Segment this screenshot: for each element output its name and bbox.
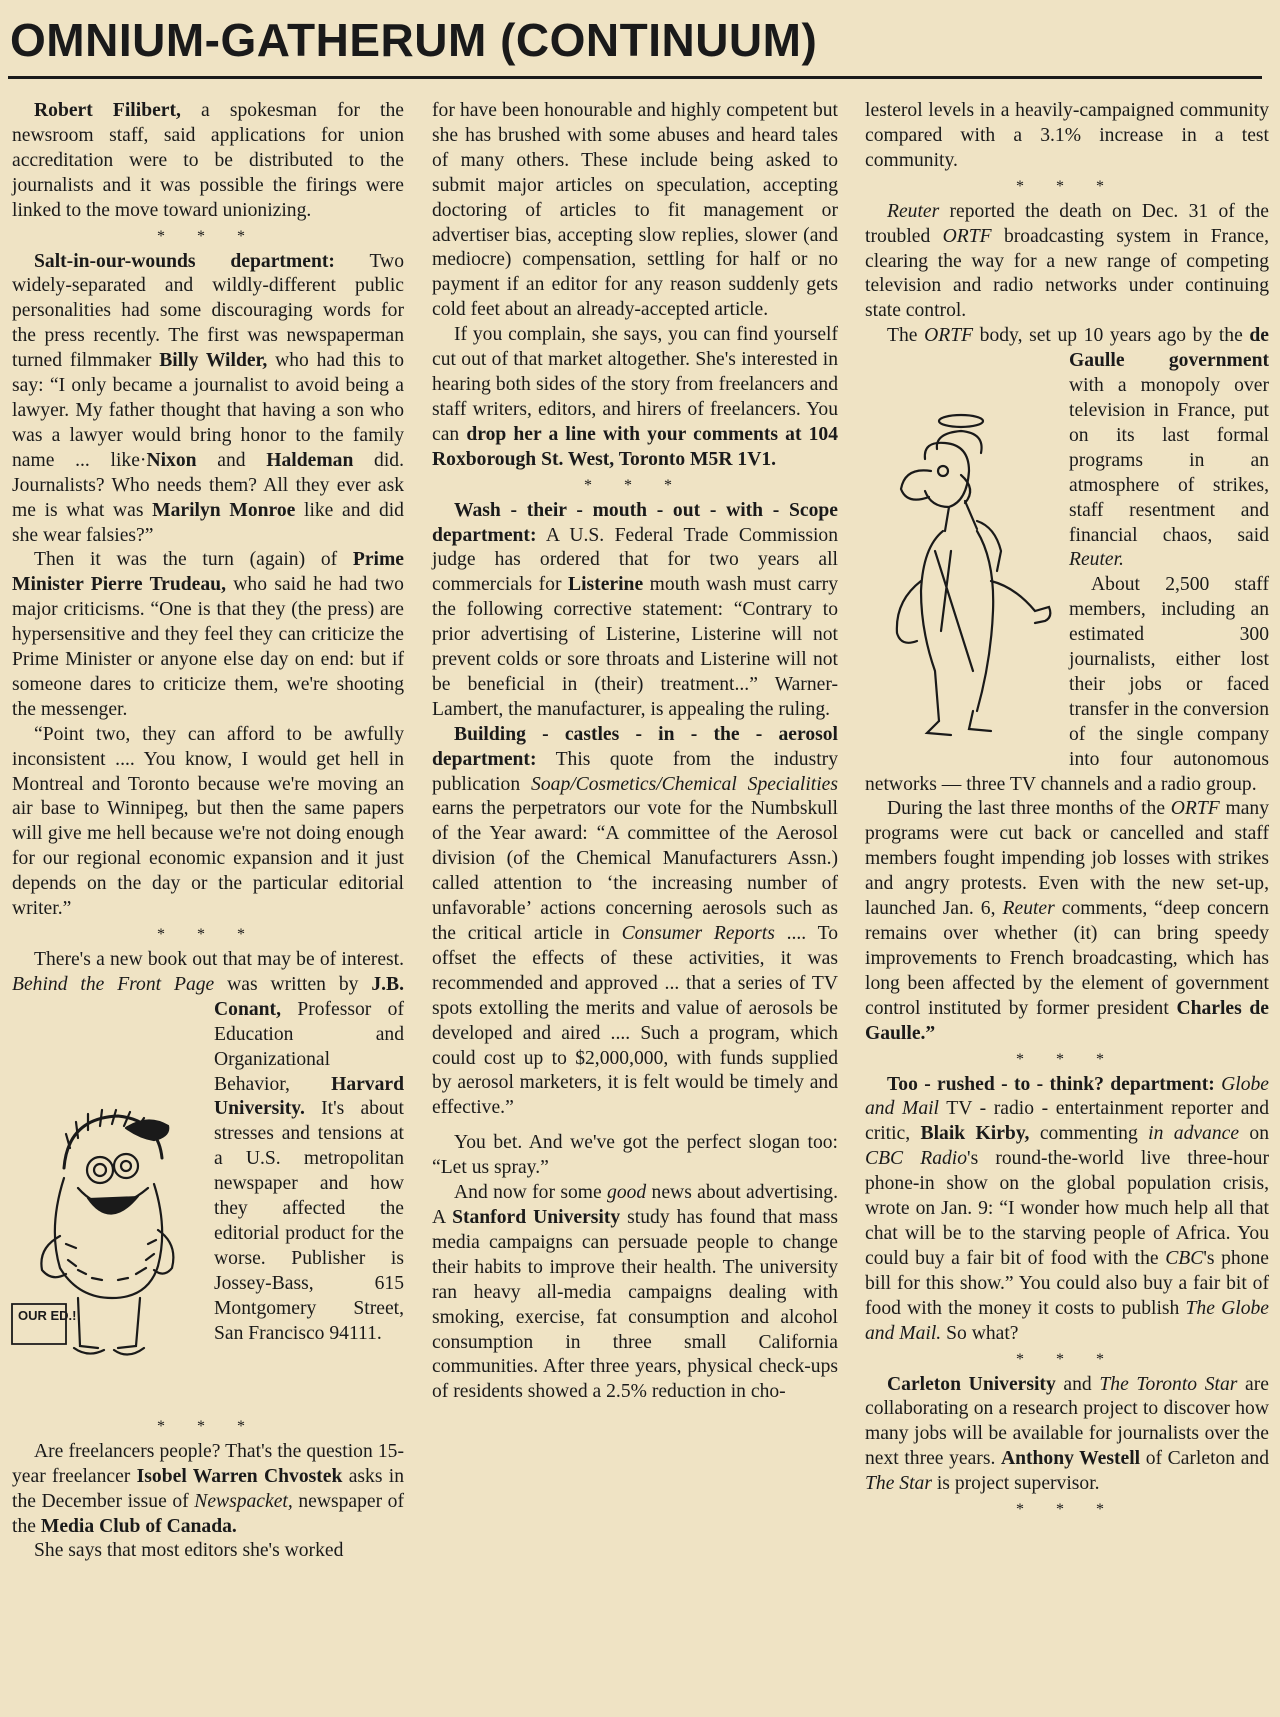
text-run: During the last three months of the xyxy=(887,798,1171,820)
text-run: newspaper of the xyxy=(12,1490,404,1537)
bold-name: Carleton University xyxy=(887,1373,1056,1395)
book-title: Behind the Front Page xyxy=(12,973,215,995)
department-heading: Too - rushed - to - think? department: xyxy=(887,1073,1215,1095)
text-run: did. Journalists? Who needs them? All they ever ask me is what was xyxy=(12,449,404,521)
text-run: earns the perpetrators our vote for the Numbskull of the Year award: “A committee of the Aerosol division (of the Chemical Manufacturers Assn.) called attention to ‘the increasing number of unfavorable’ actions concerning aerosols such as the critical article in xyxy=(432,798,838,944)
text-run: Two widely-separated and wildly-different public personalities had some discouraging words for the press recently. The first was newspaperman turned filmmaker xyxy=(12,250,404,372)
bold-name: Haldeman xyxy=(266,449,354,471)
text-run: TV - radio - entertainment reporter and critic, xyxy=(865,1098,1270,1145)
bold-name: Charles de Gaulle.” xyxy=(865,997,1269,1044)
text-run: who had this to say: “I only became a journalist to avoid being a lawyer. My father thought that having a son who was a lawyer would bring honor to the family name ... like· xyxy=(12,350,404,471)
text-run: The xyxy=(887,325,925,347)
paragraph-stanford xyxy=(432,1181,838,1405)
bold-name: Media Club of Canada. xyxy=(40,1515,237,1537)
text-run: There's a new book out that may be of interest. xyxy=(34,949,404,970)
cartoon-de-gaulle xyxy=(865,371,1061,771)
bold-name: Stanford University xyxy=(452,1206,621,1228)
section-separator: * * * xyxy=(157,926,259,943)
text-run: is project supervisor. xyxy=(931,1473,1100,1495)
organization-name: ORTF xyxy=(924,325,974,347)
department-heading: Building - castles - in - the - aerosol department: xyxy=(432,723,838,770)
section-separator: * * * xyxy=(157,227,259,245)
section-separator: * * * xyxy=(1016,1350,1118,1368)
text-run: commenting xyxy=(1029,1123,1149,1145)
paragraph-freelancers xyxy=(12,1440,404,1540)
cartoon-caption: OUR ED.! xyxy=(18,1307,77,1323)
headline: OMNIUM-GATHERUM (CONTINUUM) xyxy=(10,14,818,66)
bold-name: Anthony Westell xyxy=(1000,1448,1141,1470)
paragraph-listerine xyxy=(432,499,838,723)
text-run: broadcasting system in France, clearing the way for a new range of competing television and radio networks under continuing state control. xyxy=(865,225,1269,322)
column-3 xyxy=(865,99,1269,1523)
paragraph-salt-in-wounds xyxy=(12,250,404,549)
column-1 xyxy=(12,99,404,1564)
text-run: many programs were cut back or cancelled and staff members fought impending job losses with strikes and angry protests. Even with the new set-up, launched Jan. 6, xyxy=(865,798,1269,920)
headline-rule xyxy=(8,76,1262,79)
organization-name: CBC xyxy=(1165,1247,1204,1269)
publication-title: Reuter xyxy=(1002,898,1055,920)
bold-name: Harvard University. xyxy=(214,1073,404,1120)
text-run: comments, “deep concern remains over whether (it) can bring speedy improvements to French broadcasting, which has long been affected by the element of government control instituted by former president xyxy=(865,898,1269,1019)
text-run: with a monopoly over television in France, put on its last formal programs in an atmosphere of strikes, staff resentment and financial chaos, said xyxy=(1069,375,1269,546)
cartoon-de-gaulle-drawing xyxy=(865,371,1061,771)
publication-title: Reuter xyxy=(887,200,940,222)
publication-title: The Toronto Star xyxy=(1099,1373,1238,1395)
text-run: 's round-the-world live three-hour phone-in show on the global population crisis, wrote on Jan. 9: “I wonder how much help all that chat will be to the starving people of Africa. You could buy a fair bit of food with the xyxy=(865,1148,1269,1269)
emphasis: good xyxy=(607,1182,647,1204)
text-run: are collaborating on a research project to discover how many jobs will be available for journalists over the next three years. xyxy=(865,1373,1269,1470)
section-separator: * * * xyxy=(584,476,686,494)
paragraph-abuses: for have been honourable and highly competent but she has brushed with some abuses and heard tales of many others. These include being asked to submit major articles on speculation, accepting doctoring of articles to fit management or advertiser bias, accepting slow replies, slower (and mediocre) compensation, settling for half or no payment if an editor for any reason suddenly gets cold feet about an already-accepted article. xyxy=(432,100,838,321)
paragraph-complain xyxy=(432,323,838,472)
text-run: and xyxy=(196,449,267,471)
section-separator: * * * xyxy=(1016,1050,1118,1068)
bold-name: Billy Wilder, xyxy=(159,350,268,372)
paragraph-filibert xyxy=(12,99,404,224)
cartoon-our-ed-drawing xyxy=(8,998,204,1416)
bold-name: Marilyn Monroe xyxy=(152,499,296,521)
text-run: If you complain, she says, you can find yourself cut out of that market altogether. She's interested in hearing both sides of the story from freelancers and staff writers, editors, and hirers of freelancers. You can xyxy=(432,324,838,445)
organization-name: ORTF xyxy=(1170,798,1220,820)
publication-title: The Star xyxy=(865,1473,932,1495)
contact-address: drop her a line with your comments at 104 Roxborough St. West, Toronto M5R 1V1. xyxy=(432,423,838,470)
column-2 xyxy=(432,99,838,1405)
paragraph-staff-members: About 2,500 staff members, including an estimated 300 journalists, either lost their jobs or faced transfer in the conversion of the single company into four autonomous networks — three TV channels and a radio group. xyxy=(865,574,1269,795)
paragraph-let-us-spray: You bet. And we've got the perfect slogan too: “Let us spray.” xyxy=(432,1132,838,1179)
department-heading: Wash - their - mouth - out - with - Scope department: xyxy=(432,499,838,546)
article-columns xyxy=(8,99,1270,1699)
text-run: This quote from the industry publication xyxy=(432,748,838,795)
paragraph-too-rushed xyxy=(865,1073,1269,1347)
text-run: Professor of Education and Organizational Behavior, xyxy=(214,998,404,1095)
publication-title: Reuter. xyxy=(1069,549,1124,571)
paragraph-point-two: “Point two, they can afford to be awfully inconsistent .... You know, I would get hell in Montreal and Toronto because we're moving an air base to Winnipeg, but then the same papers will give me hell because we're not doing enough for our regional economic expansion and it just depends on the day or the particular editorial writer.” xyxy=(12,723,404,920)
bold-name: J.B. Conant, xyxy=(214,973,405,1020)
paragraph-new-book xyxy=(12,948,404,1347)
department-heading: Salt-in-our-wounds department: xyxy=(34,250,335,272)
text-run: 's phone bill for this show.” You could also buy a fair bit of food with the money it costs to publish xyxy=(865,1247,1269,1319)
paragraph-last-three-months xyxy=(865,797,1269,1046)
publication-title: Newspacket, xyxy=(194,1490,293,1512)
paragraph-cholesterol: lesterol levels in a heavily-campaigned community compared with a 3.1% increase in a test community. xyxy=(865,100,1269,171)
paragraph-editors: She says that most editors she's worked xyxy=(34,1540,344,1562)
bold-name: Blaik Kirby, xyxy=(920,1123,1030,1145)
section-separator: * * * xyxy=(157,1417,259,1435)
text-run: like and did she wear falsies?” xyxy=(12,499,404,546)
text-run: mouth wash must carry the following corrective statement: “Contrary to prior advertising of Listerine, Listerine will not prevent colds or sore throats and Listerine will not be beneficial in (their) treatment...” Warner-Lambert, the manufacturer, is appealing the ruling. xyxy=(432,574,838,720)
cartoon-our-ed xyxy=(8,998,204,1416)
section-separator: * * * xyxy=(1016,177,1118,195)
section-separator: * * * xyxy=(1016,1501,1118,1519)
text-run: asks in the December issue of xyxy=(12,1465,405,1512)
text-run: A U.S. Federal Trade Commission judge has ordered that for two years all commercials for xyxy=(432,524,838,596)
text-run: So what? xyxy=(941,1322,1019,1344)
bold-name: Listerine xyxy=(568,574,644,596)
text-run: and xyxy=(1055,1373,1100,1395)
text-run: of Carleton and xyxy=(1140,1448,1270,1470)
text-run: study has found that mass media campaigns can persuade people to change their habits to improve their health. The university ran heavy all-media campaigns dealing with smoking, exercise, fat consumption and alcohol consumption in three small California communities. After three years, physical check-ups of residents showed a 2.5% reduction in cho- xyxy=(432,1206,838,1403)
publication-title: The Globe and Mail. xyxy=(865,1297,1269,1344)
text-run: was written by xyxy=(214,973,372,995)
text-run: Then it was the turn (again) of xyxy=(34,549,353,571)
publication-title: Consumer Reports xyxy=(621,923,775,944)
bold-name: Prime Minister Pierre Trudeau, xyxy=(12,549,404,596)
text-run: reported the death on Dec. 31 of the troubled xyxy=(865,200,1269,247)
publication-title: CBC Radio xyxy=(865,1148,968,1170)
text-run: Are freelancers people? That's the question 15-year freelancer xyxy=(12,1440,404,1487)
paragraph-ortf-body xyxy=(865,324,1269,573)
organization-name: ORTF xyxy=(942,225,992,247)
bold-name: Isobel Warren Chvostek xyxy=(136,1465,343,1487)
publication-title: Globe and Mail xyxy=(865,1073,1269,1120)
text-run: .... To offset the effects of these activities, it was recommended and approved ... that a series of TV spots extolling the merits and value of aerosols be developed and aired .... Such a program, which could cost up to $2,000,000, with funds supplied by aerosol marketers, it is felt would be timely and effective.” xyxy=(432,923,839,1119)
text-run: on xyxy=(1239,1123,1270,1145)
paragraph-trudeau xyxy=(12,548,404,722)
bold-name: Robert Filibert, xyxy=(34,100,181,121)
text-run: And now for some xyxy=(454,1182,608,1204)
text-run: It's about stresses and tensions at a U.S. metropolitan newspaper and how they affected the editorial product for the worse. Publisher is Jossey-Bass, 615 Montgomery Street, San Francisco 94111. xyxy=(214,1098,404,1344)
bold-name: de Gaulle government xyxy=(1069,325,1269,372)
text-run: news about advertising. A xyxy=(432,1182,838,1228)
bold-name: Nixon xyxy=(146,449,197,471)
paragraph-ortf-death xyxy=(865,200,1269,325)
paragraph-aerosol xyxy=(432,723,838,1122)
text-run: a spokesman for the newsroom staff, said applications for union accreditation were to be distributed to the journalists and it was possible the firings were linked to the move toward unionizing. xyxy=(12,100,404,221)
text-run: body, set up 10 years ago by the xyxy=(973,325,1250,347)
emphasis: in advance xyxy=(1148,1123,1240,1145)
publication-title: Soap/Cosmetics/Chemical Specialities xyxy=(531,773,838,795)
paragraph-carleton xyxy=(865,1373,1269,1498)
text-run: who said he had two major criticisms. “One is that they (the press) are hypersensitive and they feel they can criticize the Prime Minister or anyone else day on end: but if someone dares to criticize them, we're shooting the messenger. xyxy=(12,574,404,720)
